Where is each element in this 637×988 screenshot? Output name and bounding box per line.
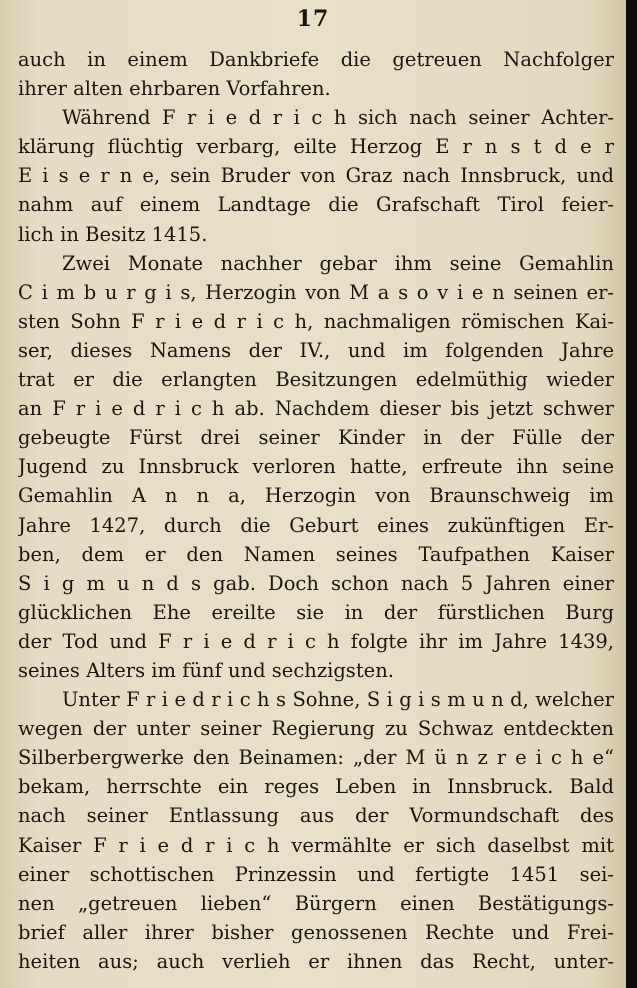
text-line: sten Sohn F r i e d r i c h, nachmaligen römischen Kai- [18,309,614,333]
text-line: E i s e r n e, sein Bruder von Graz nach Innsbruck, und [18,164,614,188]
text-line: lich in Besitz 1415. [18,222,208,246]
text-line: ihrer alten ehrbaren Vorfahren. [18,77,331,101]
text-line: Zwei Monate nachher gebar ihm seine Gemahlin [62,251,614,275]
text-line: der Tod und F r i e d r i c h folgte ihr im Jahre 1439, [18,629,614,653]
text-line: trat er die erlangten Besitzungen edelmüthig wieder [18,368,614,392]
text-line: nach seiner Entlassung aus der Vormundschaft des [18,804,614,828]
text-line: einer schottischen Prinzessin und fertigte 1451 sei- [18,862,614,886]
text-line: glücklichen Ehe ereilte sie in der fürstlichen Burg [18,600,614,624]
text-line: wegen der unter seiner Regierung zu Schwaz entdeckten [18,717,614,741]
text-line: heiten aus; auch verlieh er ihnen das Recht, unter- [18,949,614,973]
book-spine-edge [626,0,637,988]
text-line: Kaiser F r i e d r i c h vermählte er sich daselbst mit [18,833,614,857]
text-line: Silberbergwerke den Beinamen: „der M ü n z r e i c h e“ [18,746,614,770]
text-line: nen „getreuen lieben“ Bürgern einen Bestätigungs- [18,891,614,915]
text-line: Gemahlin A n n a, Herzogin von Braunschweig im [18,484,614,508]
text-line: Unter F r i e d r i c h s Sohne, S i g i s m u n d, welcher [62,688,614,712]
text-line: seines Alters im fünf und sechzigsten. [18,658,394,682]
text-line: gebeugte Fürst drei seiner Kinder in der Fülle der [18,426,614,450]
text-line: klärung flüchtig verbarg, eilte Herzog E r n s t d e r [18,135,614,159]
text-line: C i m b u r g i s, Herzogin von M a s o v i e n seinen er- [18,280,614,304]
text-line: auch in einem Dankbriefe die getreuen Nachfolger [18,48,614,71]
page-number: 17 [296,6,330,32]
text-line: S i g m u n d s gab. Doch schon nach 5 Jahren einer [18,571,614,595]
text-line: Jugend zu Innsbruck verloren hatte, erfreute ihn seine [18,455,614,479]
text-line: Jahre 1427, durch die Geburt eines zukünftigen Er- [18,513,614,537]
text-line: brief aller ihrer bisher genossenen Rechte und Frei- [18,920,614,944]
body-text [18,45,614,976]
text-line: nahm auf einem Landtage die Grafschaft Tirol feier- [18,193,614,217]
text-line: ben, dem er den Namen seines Taufpathen Kaiser [18,542,614,566]
text-line: an F r i e d r i c h ab. Nachdem dieser bis jetzt schwer [18,397,614,421]
text-line: ser, dieses Namens der IV., und im folgenden Jahre [18,338,614,362]
text-line: bekam, herrschte ein reges Leben in Innsbruck. Bald [18,775,614,799]
text-line: Während F r i e d r i c h sich nach seiner Achter- [62,106,614,130]
